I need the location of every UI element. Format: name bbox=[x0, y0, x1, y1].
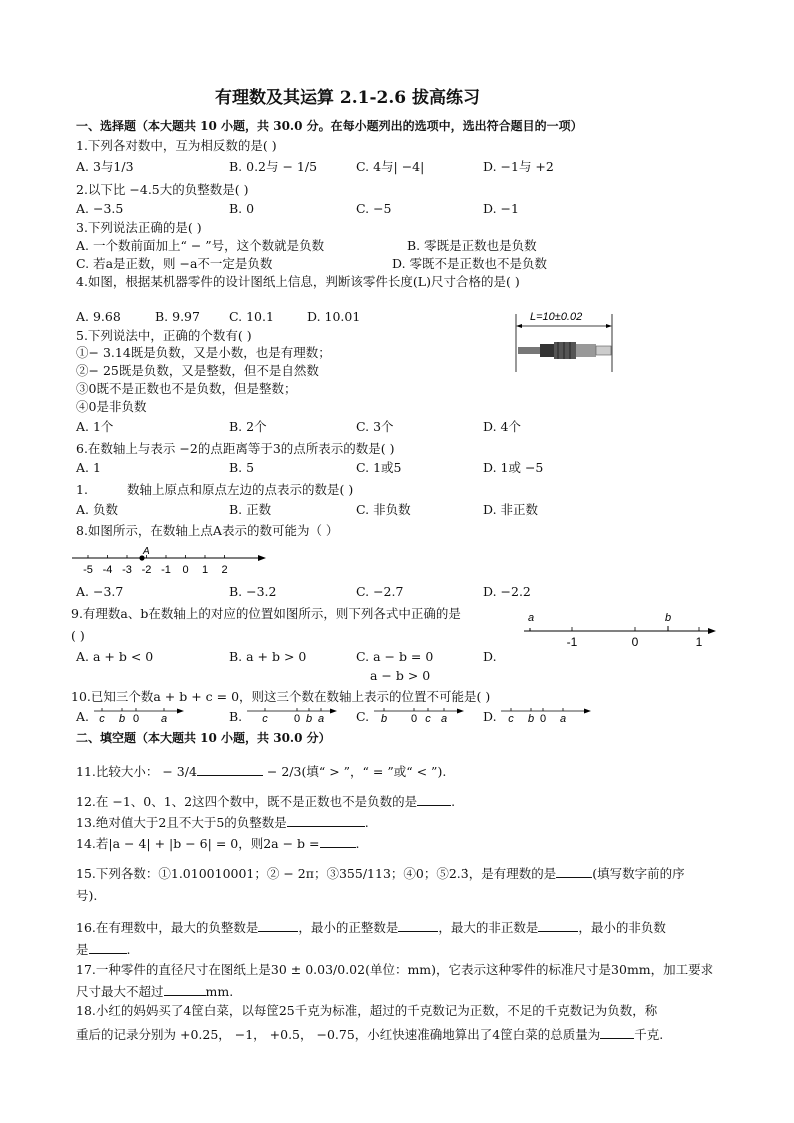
q13-blank[interactable] bbox=[287, 815, 365, 827]
question-12: 12.在 −1、0、1、2这四个数中，既不是正数也不是负数的是 . bbox=[76, 794, 456, 809]
q15-blank[interactable] bbox=[556, 866, 592, 878]
q8-option-b: B. −3.2 bbox=[229, 584, 277, 599]
question-4: 4.如图，根据某机器零件的设计图纸上信息，判断该零件长度(L)尺寸合格的是( ) bbox=[76, 274, 520, 289]
question-5: 5.下列说法中，正确的个数有( ) bbox=[76, 328, 252, 343]
q12-blank[interactable] bbox=[417, 794, 451, 806]
q5-option-c: C. 3个 bbox=[356, 419, 394, 434]
q2-option-d: D. −1 bbox=[483, 201, 519, 216]
question-3: 3.下列说法正确的是( ) bbox=[76, 220, 202, 235]
q18-blank[interactable] bbox=[600, 1027, 634, 1039]
q10-option-d: D. bbox=[483, 709, 497, 724]
q4-option-a: A. 9.68 bbox=[76, 309, 121, 324]
question-16-cont: 是 . bbox=[76, 942, 131, 957]
q10-option-b-line bbox=[245, 703, 340, 725]
q1-option-a: A. 3与1/3 bbox=[76, 159, 134, 174]
question-17-cont bbox=[76, 984, 233, 999]
q13-text: 13.绝对值大于2且不大于5的负整数是 bbox=[76, 815, 287, 830]
question-2: 2.以下比 −4.5大的负整数是( ) bbox=[76, 182, 249, 197]
q14-blank[interactable] bbox=[320, 836, 356, 848]
question-8: 8.如图所示，在数轴上点A表示的数可能为（ ） bbox=[76, 523, 339, 538]
dimension-label: L=10±0.02 bbox=[530, 311, 583, 323]
q5-statement-3: ③0既不是正数也不是负数，但是整数； bbox=[76, 381, 297, 396]
q8-option-c: C. −2.7 bbox=[356, 584, 404, 599]
q10-option-c-line bbox=[372, 703, 467, 725]
q16-blank-3[interactable] bbox=[538, 920, 578, 932]
tick-label: -1 bbox=[566, 635, 578, 649]
q2-option-c: C. −5 bbox=[356, 201, 392, 216]
q7-option-b: B. 正数 bbox=[229, 502, 272, 517]
page-title: 有理数及其运算 2.1-2.6 拔高练习 bbox=[215, 88, 481, 108]
tick-label: -5 bbox=[83, 564, 93, 576]
question-9-paren: ( ) bbox=[71, 628, 85, 643]
tick-label: -3 bbox=[122, 564, 132, 576]
section-2-heading: 二、填空题（本大题共 10 小题，共 30.0 分） bbox=[76, 731, 331, 745]
question-17: 17.一种零件的直径尺寸在图纸上是30 ± 0.03/0.02(单位：mm)，它表示这种零件的标准尺寸是30mm，加工要求 bbox=[76, 962, 714, 977]
point-label: 0 bbox=[410, 713, 418, 725]
q16-text: 16.在有理数中，最大的负整数是 bbox=[76, 920, 259, 935]
q9-option-d-expr: a − b > 0 bbox=[370, 668, 431, 683]
q16-text-e: 是 bbox=[76, 942, 89, 957]
q16-blank-4[interactable] bbox=[89, 942, 127, 954]
q5-option-d: D. 4个 bbox=[483, 419, 521, 434]
point-label: c bbox=[99, 713, 105, 725]
q9-option-c: C. a − b = 0 bbox=[356, 649, 434, 664]
q11-left: 11.比较大小： − 3/4 bbox=[76, 764, 197, 779]
point-label: b bbox=[527, 713, 535, 725]
point-label: b bbox=[380, 713, 388, 725]
q6-option-b: B. 5 bbox=[229, 460, 255, 475]
q4-option-b: B. 9.97 bbox=[155, 309, 200, 324]
q1-option-c: C. 4与| −4| bbox=[356, 159, 425, 174]
q3-option-d: D. 零既不是正数也不是负数 bbox=[392, 256, 548, 271]
q9-option-b: B. a + b > 0 bbox=[229, 649, 307, 664]
point-label: b bbox=[305, 713, 313, 725]
point-label: c bbox=[425, 713, 431, 725]
q3-option-b: B. 零既是正数也是负数 bbox=[407, 238, 537, 253]
q1-option-b: B. 0.2与 − 1/5 bbox=[229, 159, 318, 174]
point-label: c bbox=[262, 713, 268, 725]
q14-text: 14.若|a − 4| + |b − 6| = 0，则2a − b = bbox=[76, 836, 320, 851]
q3-option-c: C. 若a是正数，则 −a不一定是负数 bbox=[76, 256, 273, 271]
q5-option-a: A. 1个 bbox=[76, 419, 114, 434]
tick-label: 1 bbox=[695, 635, 703, 649]
spark-plug-figure bbox=[508, 306, 618, 376]
q7-option-d: D. 非正数 bbox=[483, 502, 539, 517]
question-18: 18.小红的妈妈买了4筐白菜，以每筐25千克为标准，超过的千克数记为正数，不足的千克数记为负数，称 bbox=[76, 1003, 658, 1018]
point-label: 0 bbox=[132, 713, 140, 725]
q6-option-a: A. 1 bbox=[76, 460, 101, 475]
q18-unit: 千克. bbox=[634, 1027, 664, 1042]
q5-statement-4: ④0是非负数 bbox=[76, 399, 147, 414]
q16-text-d: ，最小的非负数 bbox=[578, 920, 666, 935]
point-label: a bbox=[160, 713, 168, 725]
q17-unit: mm. bbox=[205, 984, 234, 999]
q18-text-b: 重后的记录分别为 +0.25， −1， +0.5， −0.75，小红快速准确地算出了4筐白菜的总质量为 bbox=[76, 1027, 601, 1042]
point-label: a bbox=[559, 713, 567, 725]
point-label: a bbox=[317, 713, 325, 725]
q5-statement-2: ②− 25既是负数，又是整数，但不是自然数 bbox=[76, 363, 319, 378]
tick-label: -4 bbox=[102, 564, 113, 576]
tick-label: 0 bbox=[182, 564, 189, 576]
question-13: 13.绝对值大于2且不大于5的负整数是 . bbox=[76, 815, 369, 830]
q15-tail: (填写数字前的序 bbox=[592, 866, 685, 881]
q16-blank-2[interactable] bbox=[398, 920, 438, 932]
q10-option-d-line bbox=[499, 703, 594, 725]
q2-option-a: A. −3.5 bbox=[76, 201, 124, 216]
q10-option-c: C. bbox=[356, 709, 370, 724]
q7-option-c: C. 非负数 bbox=[356, 502, 411, 517]
question-14: 14.若|a − 4| + |b − 6| = 0，则2a − b = . bbox=[76, 836, 360, 851]
question-10: 10.已知三个数a + b + c = 0，则这三个数在数轴上表示的位置不可能是( ) bbox=[71, 689, 491, 704]
section-1-heading: 一、选择题（本大题共 10 小题，共 30.0 分。在每小题列出的选项中，选出符合题目的一项） bbox=[76, 119, 583, 133]
q7-option-a: A. 负数 bbox=[76, 502, 118, 517]
q8-number-line bbox=[70, 546, 270, 578]
q9-number-line bbox=[520, 608, 720, 650]
question-15-cont: 号). bbox=[76, 888, 98, 903]
q17-blank[interactable] bbox=[164, 984, 206, 996]
q9-option-a: A. a + b < 0 bbox=[76, 649, 154, 664]
q16-text-c: ，最大的非正数是 bbox=[438, 920, 539, 935]
q10-option-b: B. bbox=[229, 709, 243, 724]
question-6: 6.在数轴上与表示 −2的点距离等于3的点所表示的数是( ) bbox=[76, 441, 395, 456]
question-7-number: 1. bbox=[76, 482, 88, 497]
point-label: c bbox=[508, 713, 514, 725]
point-label: b bbox=[118, 713, 126, 725]
q16-blank-1[interactable] bbox=[258, 920, 298, 932]
question-7: 数轴上原点和原点左边的点表示的数是( ) bbox=[127, 482, 354, 497]
q5-option-b: B. 2个 bbox=[229, 419, 267, 434]
question-1: 1.下列各对数中，互为相反数的是( ) bbox=[76, 138, 277, 153]
tick-label: 0 bbox=[631, 635, 639, 649]
q2-option-b: B. 0 bbox=[229, 201, 255, 216]
q11-right: − 2/3(填“ > ”，“ = ”或“ < ”). bbox=[262, 764, 447, 779]
q4-option-d: D. 10.01 bbox=[307, 309, 361, 324]
q9-option-d: D. bbox=[483, 649, 497, 664]
q4-option-c: C. 10.1 bbox=[229, 309, 274, 324]
q6-option-d: D. 1或 −5 bbox=[483, 460, 544, 475]
point-a-label: A bbox=[143, 546, 150, 557]
q5-statement-1: ①− 3.14既是负数，又是小数，也是有理数； bbox=[76, 345, 331, 360]
question-9: 9.有理数a、b在数轴上的对应的位置如图所示，则下列各式中正确的是 bbox=[71, 606, 461, 621]
q6-option-c: C. 1或5 bbox=[356, 460, 402, 475]
point-label: a bbox=[440, 713, 448, 725]
q11-blank[interactable] bbox=[197, 764, 263, 776]
tick-label: -2 bbox=[141, 564, 152, 576]
q16-text-b: ，最小的正整数是 bbox=[298, 920, 399, 935]
q17-text-b: 尺寸最大不超过 bbox=[76, 984, 164, 999]
q3-option-a: A. 一个数前面加上“ − ”号，这个数就是负数 bbox=[76, 238, 325, 253]
question-15 bbox=[76, 866, 685, 881]
point-b-label: b bbox=[665, 612, 672, 624]
point-a-label: a bbox=[528, 612, 535, 624]
question-16 bbox=[76, 920, 666, 935]
q8-option-d: D. −2.2 bbox=[483, 584, 531, 599]
q1-option-d: D. −1与 +2 bbox=[483, 159, 554, 174]
point-label: 0 bbox=[293, 713, 301, 725]
q15-text: 15.下列各数：①1.010010001；② − 2π；③355/113；④0；⑤2.3̇，是有理数的是 bbox=[76, 866, 557, 881]
question-11 bbox=[76, 764, 446, 779]
point-label: 0 bbox=[539, 713, 547, 725]
question-18-cont bbox=[76, 1027, 663, 1042]
tick-label: -1 bbox=[161, 564, 171, 576]
tick-label: 2 bbox=[221, 564, 228, 576]
q8-option-a: A. −3.7 bbox=[76, 584, 124, 599]
q10-option-a: A. bbox=[76, 709, 90, 724]
q12-text: 12.在 −1、0、1、2这四个数中，既不是正数也不是负数的是 bbox=[76, 794, 418, 809]
q10-option-a-line bbox=[92, 703, 187, 725]
tick-label: 1 bbox=[201, 564, 209, 576]
